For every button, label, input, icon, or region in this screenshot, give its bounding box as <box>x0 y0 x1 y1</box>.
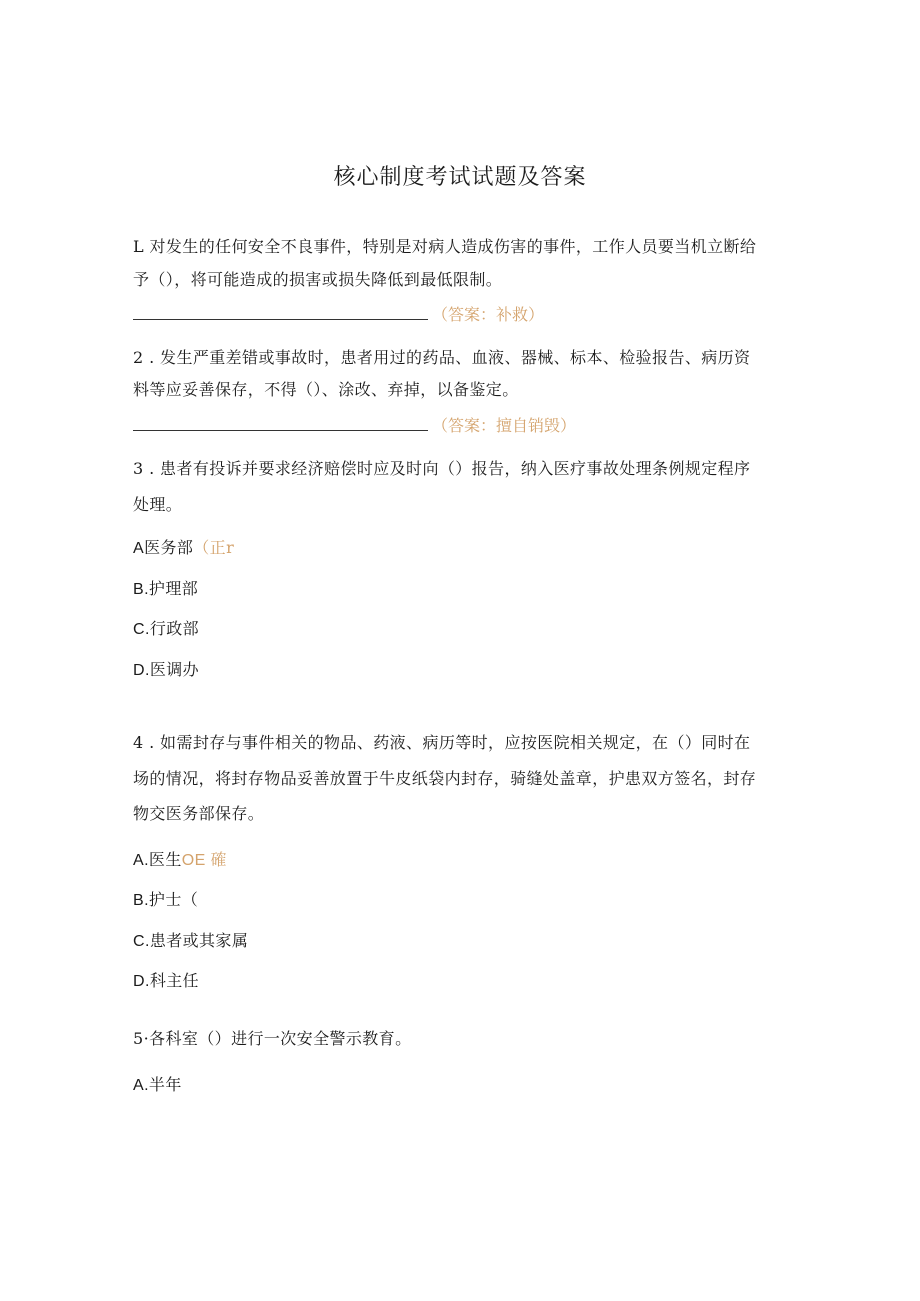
question-2-line-2: 料等应妥善保存，不得（）、涂改、弃掉，以备鉴定。 <box>133 380 519 399</box>
question-2-answer-row <box>133 416 576 436</box>
question-4-option-b: B.护士（ <box>133 890 199 909</box>
question-4-option-d: D.科主任 <box>133 971 200 990</box>
question-3-line-2: 处理。 <box>133 495 183 514</box>
question-4-option-a: A.医生OE 確 <box>133 850 227 869</box>
question-2-answer: （答案：擅自销毁） <box>432 416 577 435</box>
question-4-answer-mark: OE 確 <box>181 852 227 869</box>
question-5-option-a: A.半年 <box>133 1075 182 1094</box>
question-4-line-3: 物交医务部保存。 <box>133 804 265 823</box>
question-5-line-1: 5·各科室（）进行一次安全警示教育。 <box>133 1029 412 1048</box>
question-1-line-2: 予（），将可能造成的损害或损失降低到最低限制。 <box>133 270 503 289</box>
question-4-option-c: C.患者或其家属 <box>133 931 249 950</box>
question-4-line-2: 场的情况，将封存物品妥善放置于牛皮纸袋内封存，骑缝处盖章，护患双方签名，封存 <box>133 769 757 788</box>
question-3-option-d: D.医调办 <box>133 660 200 679</box>
question-3-line-1: 3 . 患者有投诉并要求经济赔偿时应及时向（）报告，纳入医疗事故处理条例规定程序 <box>133 459 751 478</box>
question-3-option-c: C.行政部 <box>133 619 200 638</box>
question-3-answer-mark: （正r <box>193 538 235 557</box>
question-1-line-1: L 对发生的任何安全不良事件，特别是对病人造成伤害的事件，工作人员要当机立断给 <box>133 237 757 256</box>
question-1-answer-row <box>133 305 544 325</box>
question-1-answer: （答案：补救） <box>432 305 545 324</box>
question-2-line-1: 2 . 发生严重差错或事故时，患者用过的药品、血液、器械、标本、检验报告、病历资 <box>133 348 751 367</box>
question-3-option-a: A医务部（正r <box>133 538 235 557</box>
answer-blank-line <box>133 305 428 320</box>
answer-blank-line <box>133 416 428 431</box>
page-title: 核心制度考试试题及答案 <box>333 165 587 190</box>
question-4-line-1: 4 . 如需封存与事件相关的物品、药液、病历等时，应按医院相关规定，在（）同时在 <box>133 733 751 752</box>
question-3-option-b: B.护理部 <box>133 579 199 598</box>
